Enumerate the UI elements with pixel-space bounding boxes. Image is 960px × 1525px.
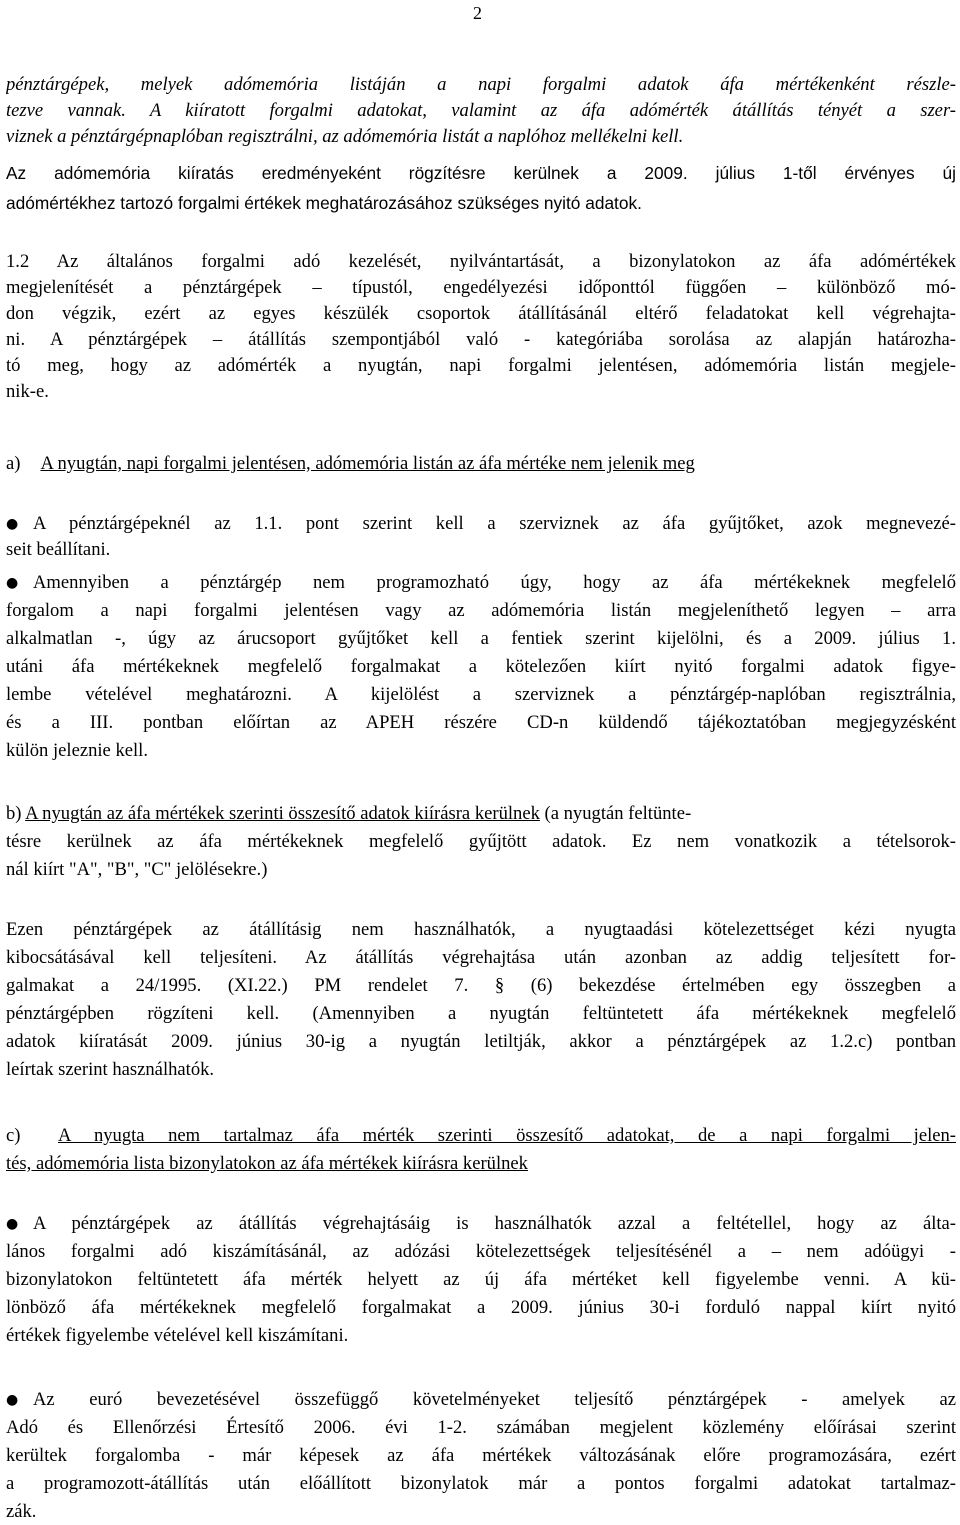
page-number: 2 [473,3,482,23]
section-1-2-line: nik-e. [6,381,49,402]
heading-b-rest: (a nyugtán feltünte- [539,803,692,824]
intro-line: pénztárgépek, melyek adómemória listáján a napi forgalmi adatok áfa mértékenként részle- [6,74,956,95]
bullet-a2-line: és a III. pontban előírtan az APEH részére CD-n küldendő tájékoztatóban megjegyzésként [6,712,956,733]
para-b-line: adatok kiíratását 2009. június 30-ig a nyugtán letiltják, akkor a pénztárgépek az 1.2.c) pontban [6,1031,956,1052]
para-b-line: galmakat a 24/1995. (XI.22.) PM rendelet 7. § (6) bekezdése értelmében egy összegben a [6,975,956,996]
heading-b-line: tésre kerülnek az áfa mértékeknek megfelelő gyűjtött adatok. Ez nem vonatkozik a tételsorok- [6,831,956,852]
heading-b [6,801,956,827]
bullet-a2-line: forgalom a napi forgalmi jelentésen vagy az adómemória listán megjeleníthető legyen – arra [6,600,956,621]
section-1-2-line: tó meg, hogy az adómérték a nyugtán, napi forgalmi jelentésen, adómemória listán megjele- [6,355,956,376]
intro-line: viznek a pénztárgépnaplóban regisztrálni, az adómemória listát a naplóhoz mellékelni kell. [6,126,684,147]
heading-b-line: nál kiírt "A", "B", "C" jelölésekre.) [6,859,268,880]
section-1-2-line: megjelenítését a pénztárgépek – típustól, engedélyezési időponttól függően – különböző mó- [6,277,956,298]
bullet-a1-line: seit beállítani. [6,539,111,560]
intro-line: tezve vannak. A kiíratott forgalmi adatokat, valamint az áfa adómérték átállítás tényét a szer- [6,100,956,121]
heading-a-label: a) [6,453,21,474]
bullet-c2-line: Az euró bevezetésével összefüggő követelményeket teljesítő pénztárgépek - amelyek az [33,1389,956,1410]
section-1-2-line: don végzik, ezért az egyes készülék csoportok átállításánál eltérő feladatokat kell végrehajta- [6,303,956,324]
bullet-c1-line: bizonylatokon feltüntetett áfa mérték helyett az új áfa mértéket kell figyelembe venni. A kü- [6,1269,956,1290]
bullet-icon: ● [6,575,19,591]
bullet-c2-line: zák. [6,1501,37,1522]
heading-a-text: A nyugtán, napi forgalmi jelentésen, adómemória listán az áfa mértéke nem jelenik meg [40,453,695,474]
bullet-a2-line: utáni áfa mértékeknek megfelelő forgalmakat a kötelezően kiírt nyitó forgalmi adatok figye- [6,656,956,677]
heading-c-text-1: A nyugta nem tartalmaz áfa mérték szerinti összesítő adatokat, de a napi forgalmi jelen- [58,1125,956,1146]
heading-c-line [6,1123,956,1149]
bullet-c1-line: lönböző áfa mértékeknek megfelelő forgalmakat a 2009. június 30-i forduló nappal kiírt nyitó [6,1297,956,1318]
heading-c-text-2: tés, adómemória lista bizonylatokon az áfa mértékek kiírásra kerülnek [6,1153,528,1174]
bullet-c2-line: Adó és Ellenőrzési Értesítő 2006. évi 1-2. számában megjelent közlemény előírásai szerint [6,1417,956,1438]
section-1-2-line: 1.2 Az általános forgalmi adó kezelését, nyilvántartását, a bizonylatokon az áfa adómértékek [6,251,956,272]
bullet-c2-line: a programozott-átállítás után előállított bizonylatok már a pontos forgalmi adatokat tartalmaz- [6,1473,956,1494]
section-1-2-line: ni. A pénztárgépek – átállítás szempontjából való - kategóriába sorolása az alapján határozha- [6,329,956,350]
heading-c-label: c) [6,1125,44,1146]
bullet-c1-line: értékek figyelembe vételével kell kiszámítani. [6,1325,349,1346]
para-b-line: pénztárgépben rögzíteni kell. (Amennyiben a nyugtán feltüntetett áfa mértékeknek megfelelő [6,1003,956,1024]
heading-a [6,451,956,477]
bullet-a1-line: A pénztárgépeknél az 1.1. pont szerint kell a szerviznek az áfa gyűjtőket, azok megnevezé- [33,513,956,534]
bullet-icon: ● [6,1216,19,1232]
intro-line: Az adómemória kiíratás eredményeként rögzítésre kerülnek a 2009. július 1-től érvényes új [6,163,956,183]
bullet-icon: ● [6,516,19,532]
para-b-line: Ezen pénztárgépek az átállításig nem használhatók, a nyugtaadási kötelezettséget kézi nyugta [6,919,956,940]
bullet-icon: ● [6,1392,19,1408]
intro-line: adómértékhez tartozó forgalmi értékek meghatározásához szükséges nyitó adatok. [6,193,642,213]
bullet-c1-line: lános forgalmi adó kiszámításánál, az adózási kötelezettségek teljesítésénél a – nem adóügyi - [6,1241,956,1262]
bullet-c2-line: kerültek forgalomba - már képesek az áfa mértékek változásának előre programozására, ezért [6,1445,956,1466]
para-b-line: leírtak szerint használhatók. [6,1059,215,1080]
heading-c-line [6,1151,956,1177]
heading-b-label: b) [6,803,26,824]
bullet-c1-line: A pénztárgépek az átállítás végrehajtásáig is használhatók azzal a feltétellel, hogy az álta- [33,1213,956,1234]
bullet-a2-line: Amennyiben a pénztárgép nem programozható úgy, hogy az áfa mértékeknek megfelelő [33,572,956,593]
bullet-a2-line: külön jeleznie kell. [6,740,148,761]
bullet-a2-line: alkalmatlan -, úgy az árucsoport gyűjtőket kell a fentiek szerint kijelölni, és a 2009. július 1. [6,628,956,649]
bullet-a2-line: lembe vételével meghatározni. A kijelölést a szerviznek a pénztárgép-naplóban regisztrálnia, [6,684,956,705]
para-b-line: kibocsátásával kell teljesíteni. Az átállítás végrehajtása után azonban az addig teljesített for- [6,947,956,968]
heading-b-underlined: A nyugtán az áfa mértékek szerinti összesítő adatok kiírásra kerülnek [25,803,540,824]
